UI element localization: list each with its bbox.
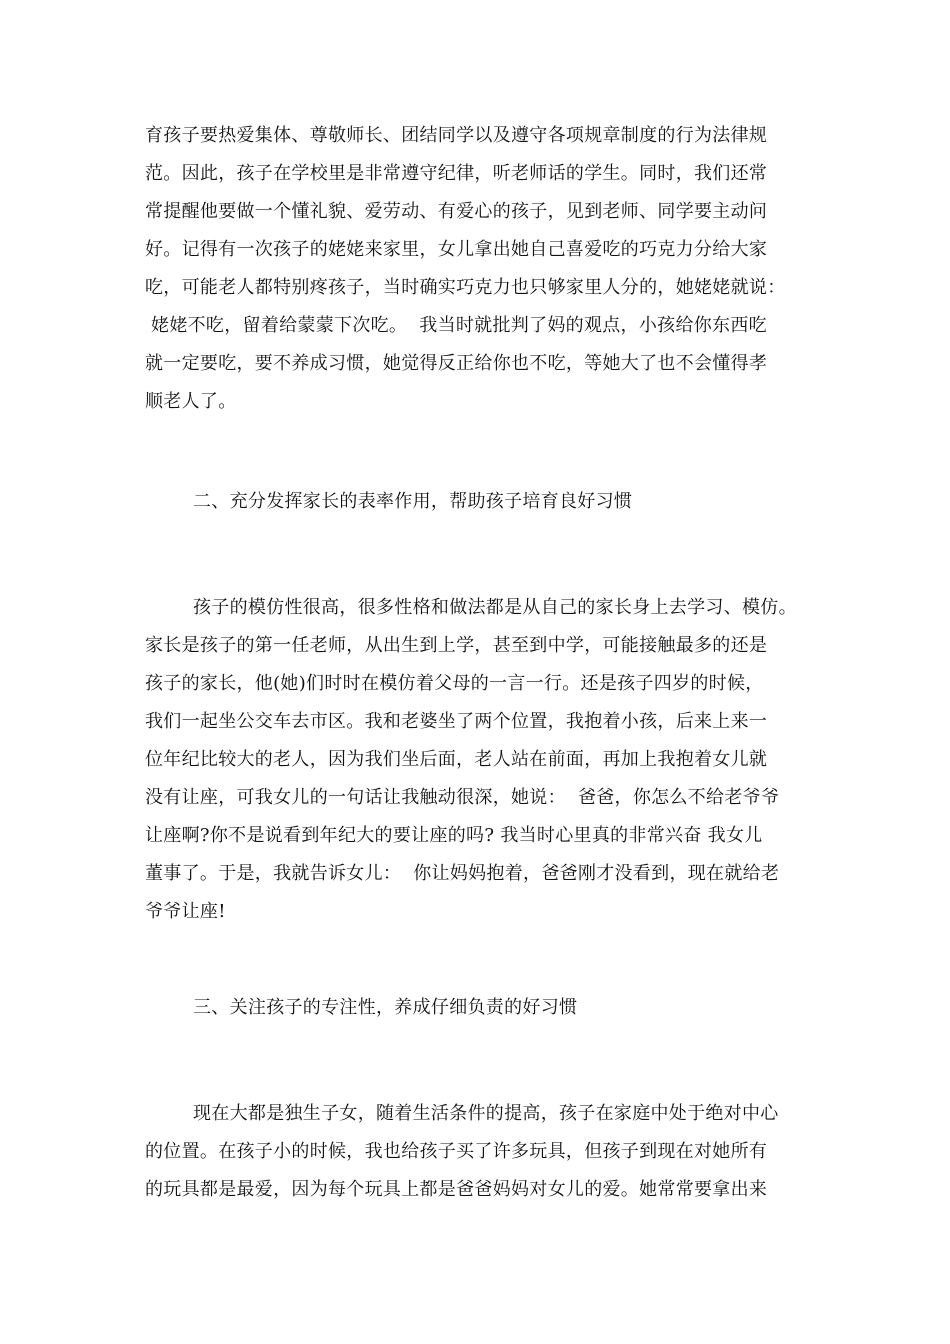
paragraph-line: 爷爷让座! [145,901,226,922]
paragraph-line: 吃，可能老人都特别疼孩子，当时确实巧克力也只够家里人分的，她姥姥就说： [145,277,786,298]
paragraph-line: 姥姥不吃，留着给蒙蒙下次吃。 我当时就批判了妈的观点，小孩给你东西吃 [145,315,767,336]
section-heading-3: 三、关注孩子的专注性，养成仔细负责的好习惯 [193,997,578,1018]
paragraph-line: 家长是孩子的第一任老师，从出生到上学，甚至到中学，可能接触最多的还是 [145,635,768,656]
paragraph-line: 范。因此，孩子在学校里是非常遵守纪律，听老师话的学生。同时，我们还常 [145,163,768,184]
paragraph-line: 让座啊?你不是说看到年纪大的要让座的吗? 我当时心里真的非常兴奋 我女儿 [145,825,763,846]
paragraph-line: 没有让座，可我女儿的一句话让我触动很深，她说： 爸爸，你怎么不给老爷爷 [145,787,780,808]
paragraph-line: 顺老人了。 [145,391,237,412]
paragraph-line: 的玩具都是最爱，因为每个玩具上都是爸爸妈妈对女儿的爱。她常常要拿出来 [145,1179,768,1200]
paragraph-line: 董事了。于是，我就告诉女儿： 你让妈妈抱着，爸爸刚才没看到，现在就给老 [145,863,780,884]
paragraph-line: 现在大都是独生子女，随着生活条件的提高，孩子在家庭中处于绝对中心 [193,1103,779,1124]
paragraph-line: 就一定要吃，要不养成习惯，她觉得反正给你也不吃，等她大了也不会懂得孝 [145,353,768,374]
paragraph-line: 孩子的家长，他(她)们时时在模仿着父母的一言一行。还是孩子四岁的时候， [145,673,764,694]
paragraph-line: 我们一起坐公交车去市区。我和老婆坐了两个位置，我抱着小孩，后来上来一 [145,711,768,732]
paragraph-line: 的位置。在孩子小的时候，我也给孩子买了许多玩具，但孩子到现在对她所有 [145,1141,768,1162]
paragraph-line: 位年纪比较大的老人，因为我们坐后面，老人站在前面，再加上我抱着女儿就 [145,749,768,770]
paragraph-line: 常提醒他要做一个懂礼貌、爱劳动、有爱心的孩子，见到老师、同学要主动问 [145,201,768,222]
paragraph-line: 育孩子要热爱集体、尊敬师长、团结同学以及遵守各项规章制度的行为法律规 [145,125,768,146]
paragraph-line: 孩子的模仿性很高，很多性格和做法都是从自己的家长身上去学习、模仿。 [193,597,797,618]
paragraph-line: 好。记得有一次孩子的姥姥来家里，女儿拿出她自己喜爱吃的巧克力分给大家 [145,239,768,260]
section-heading-2: 二、充分发挥家长的表率作用，帮助孩子培育良好习惯 [193,491,633,512]
